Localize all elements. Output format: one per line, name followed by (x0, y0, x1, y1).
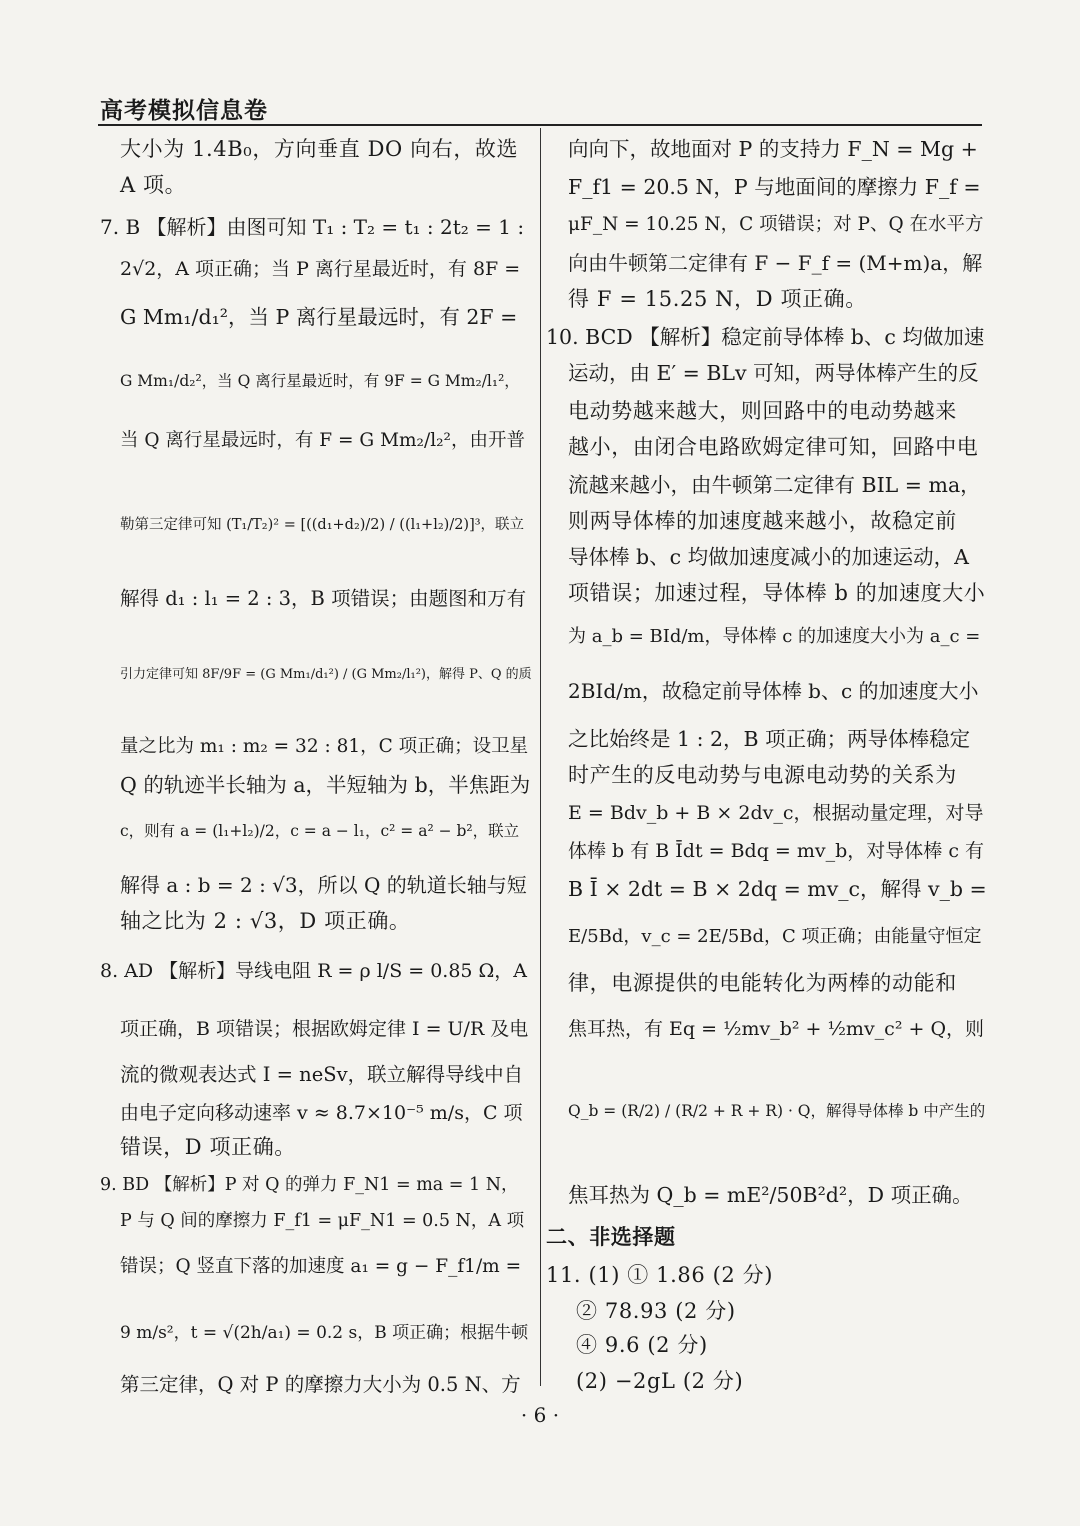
text-line: Q 的轨迹半长轴为 a，半短轴为 b，半焦距为 (120, 773, 531, 797)
formula-line: 当 Q 离行星最远时，有 F = G Mm₂/l₂²，由开普 (120, 430, 525, 451)
formula-line: 焦耳热，有 Eq = ½mv_b² + ½mv_c² + Q，则 (568, 1018, 985, 1040)
text-line: 解得 d₁ : l₁ = 2 : 3，B 项错误；由题图和万有 (120, 587, 527, 610)
column-divider (540, 128, 541, 1386)
text-line: 体棒 b 有 B Īdt = Bdq = mv_b，对导体棒 c 有 (568, 840, 985, 862)
answer-9-line: 9. BD 【解析】P 对 Q 的弹力 F_N1 = ma = 1 N， (100, 1175, 519, 1195)
formula-line: G Mm₁/d₂²，当 Q 离行星最近时，有 9F = G Mm₂/l₁²， (120, 372, 520, 390)
text-line: 之比始终是 1 : 2，B 项正确；两导体棒稳定 (568, 727, 971, 751)
text-line: 律，电源提供的电能转化为两棒的动能和 (568, 971, 957, 995)
formula-line: 9 m/s²，t = √(2h/a₁) = 0.2 s，B 项正确；根据牛顿 (120, 1323, 529, 1343)
text-line: 2√2，A 项正确；当 P 离行星最近时，有 8F = (120, 258, 521, 280)
text-line: 流的微观表达式 I = neSv，联立解得导线中自 (120, 1063, 524, 1086)
formula-line: 焦耳热为 Q_b = mE²/50B²d²，D 项正确。 (568, 1183, 973, 1207)
answer-11-line: (2) −2gL (2 分) (576, 1369, 744, 1393)
answer-11-line: ④ 9.6 (2 分) (576, 1333, 708, 1357)
text-line: 轴之比为 2 : √3，D 项正确。 (120, 909, 411, 933)
answer-11-line: 11. (1) ① 1.86 (2 分) (546, 1263, 774, 1287)
text-line: 第三定律，Q 对 P 的摩擦力大小为 0.5 N、方 (120, 1373, 521, 1396)
text-line: 向向下，故地面对 P 的支持力 F_N = Mg + (568, 137, 978, 161)
text-line: 向由牛顿第二定律有 F − F_f = (M+m)a，解 (568, 251, 983, 275)
header-rule (98, 124, 982, 126)
text-line: 大小为 1.4B₀，方向垂直 DO 向右，故选 (120, 137, 519, 161)
formula-line: G Mm₁/d₁²，当 P 离行星最远时，有 2F = (120, 305, 518, 329)
text-line: F_f1 = 20.5 N，P 与地面间的摩擦力 F_f = (568, 175, 981, 199)
formula-line: 勒第三定律可知 (T₁/T₂)² = [((d₁+d₂)/2) / ((l₁+l₂)/2)]³，联立 (120, 517, 525, 533)
text-line: 则两导体棒的加速度越来越小，故稳定前 (568, 509, 957, 533)
text-line: A 项。 (120, 173, 187, 197)
section-title: 二、非选择题 (546, 1225, 676, 1249)
text-line: 时产生的反电动势与电源电动势的关系为 (568, 763, 957, 787)
text-line: 流越来越小，由牛顿第二定律有 BIL = ma， (568, 473, 981, 497)
text-line: 由电子定向移动速率 v ≈ 8.7×10⁻⁵ m/s，C 项 (120, 1102, 523, 1124)
formula-line: 错误；Q 竖直下落的加速度 a₁ = g − F_f1/m = (120, 1256, 522, 1277)
answer-11-line: ② 78.93 (2 分) (576, 1299, 736, 1323)
page-header-title: 高考模拟信息卷 (100, 98, 268, 124)
formula-line: 引力定律可知 8F/9F = (G Mm₁/d₁²) / (G Mm₂/l₁²)，解得 P、Q 的质 (120, 667, 532, 682)
text-line: P 与 Q 间的摩擦力 F_f1 = μF_N1 = 0.5 N，A 项 (120, 1211, 525, 1231)
formula-line: c，则有 a = (l₁+l₂)/2，c = a − l₁，c² = a² − b²，联立 (120, 822, 520, 840)
formula-line: Q_b = (R/2) / (R/2 + R + R) · Q，解得导体棒 b 中产生的 (568, 1102, 986, 1120)
text-line: 电动势越来越大，则回路中的电动势越来 (568, 399, 957, 423)
text-line: 导体棒 b、c 均做加速度减小的加速运动，A (568, 545, 969, 569)
text-line: E = Bdv_b + B × 2dv_c，根据动量定理，对导 (568, 802, 984, 824)
answer-8-line: 8. AD 【解析】导线电阻 R = ρ l/S = 0.85 Ω，A (100, 960, 528, 982)
text-line: B Ī × 2dt = B × 2dq = mv_c，解得 v_b = (568, 877, 987, 901)
text-line: 错误，D 项正确。 (120, 1135, 296, 1159)
text-line: 越小，由闭合电路欧姆定律可知，回路中电 (568, 435, 979, 459)
formula-line: 为 a_b = BId/m，导体棒 c 的加速度大小为 a_c = (568, 626, 981, 647)
text-line: 得 F = 15.25 N，D 项正确。 (568, 287, 867, 311)
text-line: 量之比为 m₁ : m₂ = 32 : 81，C 项正确；设卫星 (120, 736, 529, 757)
formula-line: 项正确，B 项错误；根据欧姆定律 I = U/R 及电 (120, 1018, 529, 1040)
page-number: · 6 · (520, 1403, 560, 1427)
text-line: 运动，由 E′ = BLv 可知，两导体棒产生的反 (568, 361, 979, 385)
text-line: 项错误；加速过程，导体棒 b 的加速度大小 (568, 581, 986, 605)
formula-line: E/5Bd，v_c = 2E/5Bd，C 项正确；由能量守恒定 (568, 926, 982, 947)
text-line: μF_N = 10.25 N，C 项错误；对 P、Q 在水平方 (568, 214, 984, 235)
text-line: 解得 a : b = 2 : √3，所以 Q 的轨道长轴与短 (120, 873, 527, 897)
answer-10-line: 10. BCD 【解析】稳定前导体棒 b、c 均做加速 (546, 325, 985, 349)
answer-7-line: 7. B 【解析】由图可知 T₁ : T₂ = t₁ : 2t₂ = 1 : (100, 215, 525, 239)
formula-line: 2BId/m，故稳定前导体棒 b、c 的加速度大小 (568, 679, 979, 703)
